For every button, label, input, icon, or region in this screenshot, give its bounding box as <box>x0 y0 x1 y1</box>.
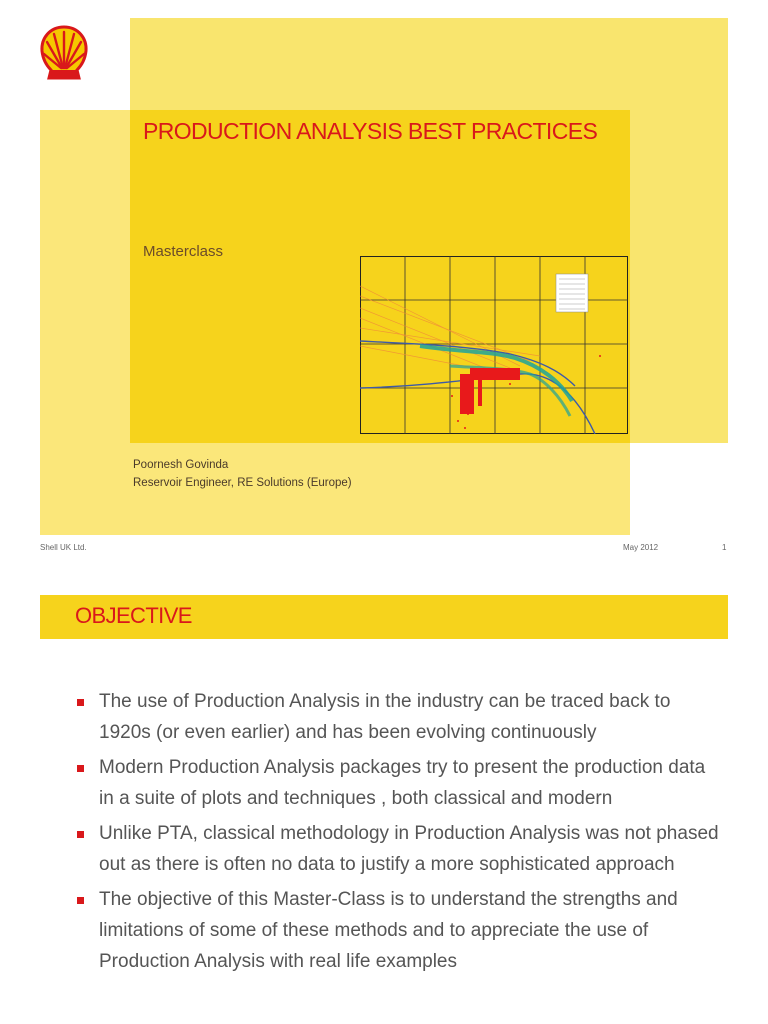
shell-pecten-logo <box>38 24 90 82</box>
footer-company: Shell UK Ltd. <box>40 543 87 552</box>
bullet-text: Modern Production Analysis packages try to present the production data in a suite of plots and techniques , both classical and modern <box>99 757 706 809</box>
objective-bullet-list <box>75 686 725 981</box>
list-item <box>75 686 725 748</box>
bullet-square-icon <box>77 765 84 772</box>
bullet-text: Unlike PTA, classical methodology in Production Analysis was not phased out as there is often no data to justify a more sophisticated approach <box>99 823 719 875</box>
decline-curve-plot-image <box>360 256 628 434</box>
bullet-text: The use of Production Analysis in the industry can be traced back to 1920s (or even earlier) and has been evolving continuously <box>99 691 671 743</box>
slide-subtitle: Masterclass <box>143 243 224 260</box>
footer-page-number: 1 <box>722 543 727 552</box>
objective-title: OBJECTIVE <box>75 603 192 628</box>
list-item <box>75 752 725 814</box>
list-item <box>75 818 725 880</box>
author-name: Poornesh Govinda <box>133 459 229 471</box>
bullet-text: The objective of this Master-Class is to understand the strengths and limitations of some of these methods and to appreciate the use of Production Analysis with real life examples <box>99 889 678 972</box>
bullet-square-icon <box>77 699 84 706</box>
slide-title: PRODUCTION ANALYSIS BEST PRACTICES <box>143 118 598 144</box>
footer-date: May 2012 <box>623 543 659 552</box>
bullet-square-icon <box>77 897 84 904</box>
author-block <box>133 456 352 492</box>
bullet-square-icon <box>77 831 84 838</box>
author-role: Reservoir Engineer, RE Solutions (Europe) <box>133 477 352 489</box>
list-item <box>75 884 725 977</box>
